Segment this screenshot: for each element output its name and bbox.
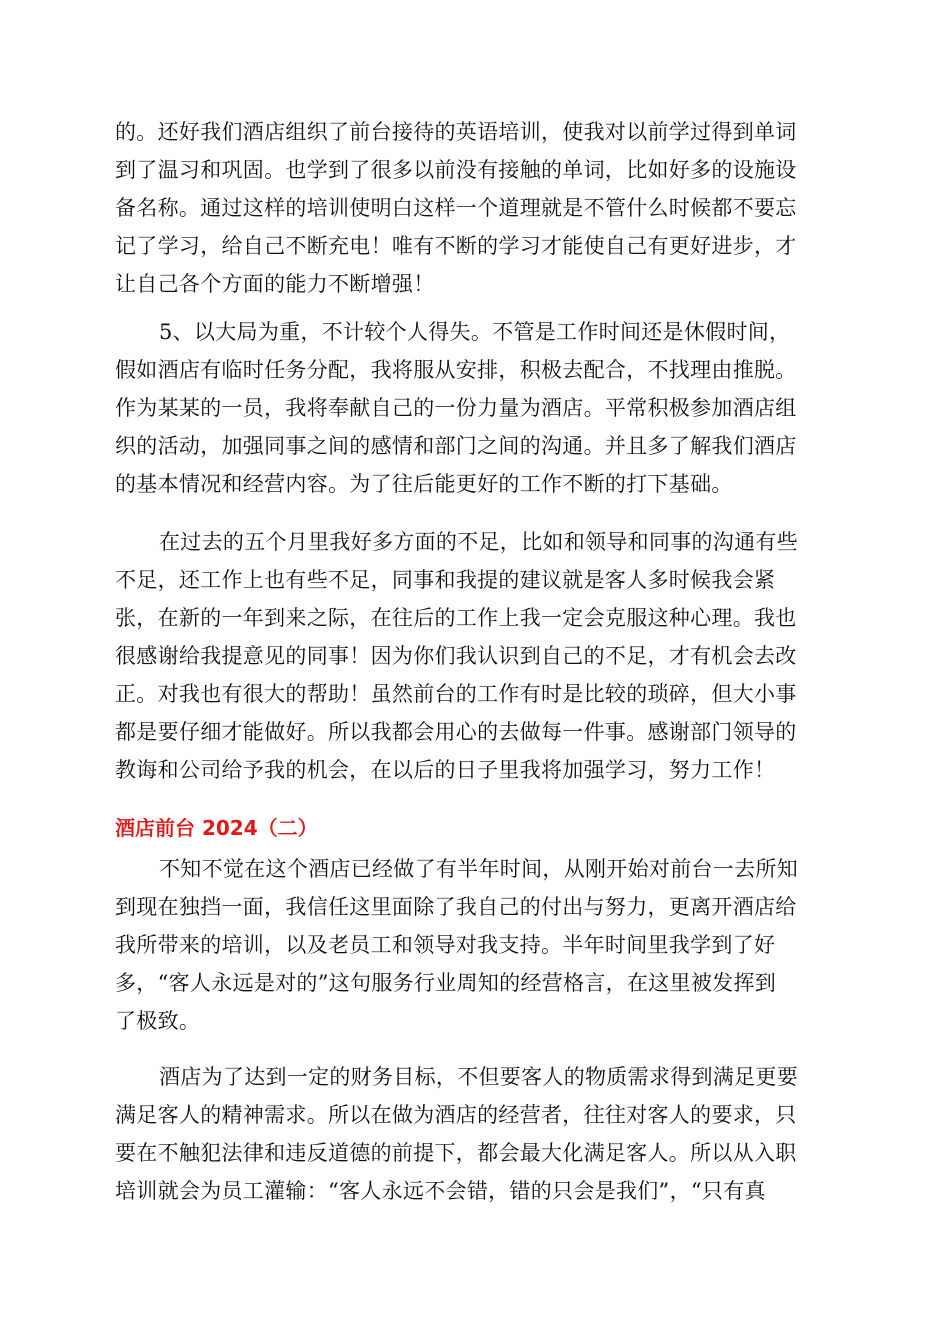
text-line: 不知不觉在这个酒店已经做了有半年时间，从刚开始对前台一去所知 <box>159 857 798 881</box>
text-line: 都是要仔细才能做好。所以我都会用心的去做每一件事。感谢部门领导的 <box>115 720 797 744</box>
paragraph-training-continued <box>115 113 835 303</box>
text-line: 张，在新的一年到来之际，在往后的工作上我一定会克服这种心理。我也 <box>115 606 797 630</box>
text-line: 假如酒店有临时任务分配，我将服从安排，积极去配合，不找理由推脱。 <box>115 358 797 382</box>
text-line: 我所带来的培训，以及老员工和领导对我支持。半年时间里我学到了好 <box>115 933 776 957</box>
text-line: 到了温习和巩固。也学到了很多以前没有接触的单词，比如好多的设施设 <box>115 158 797 182</box>
text-line: 教诲和公司给予我的机会，在以后的日子里我将加强学习，努力工作！ <box>115 758 776 782</box>
text-line: 的。还好我们酒店组织了前台接待的英语培训，使我对以前学过得到单词 <box>115 120 797 144</box>
text-line: 了极致。 <box>115 1009 201 1033</box>
text-line: 作为某某的一员，我将奉献自己的一份力量为酒店。平常积极参加酒店组 <box>115 396 797 420</box>
text-line: 织的活动，加强同事之间的感情和部门之间的沟通。并且多了解我们酒店 <box>115 434 797 458</box>
paragraph-item-5 <box>115 313 835 503</box>
text-line: 不足，还工作上也有些不足，同事和我提的建议就是客人多时候我会紧 <box>115 568 776 592</box>
text-line: 正。对我也有很大的帮助！虽然前台的工作有时是比较的琐碎，但大小事 <box>115 682 797 706</box>
text-line: 很感谢给我提意见的同事！因为你们我认识到自己的不足，才有机会去改 <box>115 644 797 668</box>
text-line: 的基本情况和经营内容。为了往后能更好的工作不断的打下基础。 <box>115 472 733 496</box>
text-line: 满足客人的精神需求。所以在做为酒店的经营者，往往对客人的要求，只 <box>115 1103 797 1127</box>
text-line: 让自己各个方面的能力不断增强！ <box>115 272 435 296</box>
text-line: 酒店为了达到一定的财务目标，不但要客人的物质需求得到满足更要 <box>159 1065 798 1089</box>
text-line: 在过去的五个月里我好多方面的不足，比如和领导和同事的沟通有些 <box>159 530 798 554</box>
text-line: 记了学习，给自己不断充电！唯有不断的学习才能使自己有更好进步，才 <box>115 234 797 258</box>
text-line: 培训就会为员工灌输：“客人永远不会错，错的只会是我们”，“只有真 <box>115 1179 766 1203</box>
section-heading: 酒店前台 2024（二） <box>115 816 318 840</box>
text-line: 备名称。通过这样的培训使明白这样一个道理就是不管什么时候都不要忘 <box>115 196 797 220</box>
paragraph-half-year <box>115 850 835 1040</box>
text-line: 到现在独挡一面，我信任这里面除了我自己的付出与努力，更离开酒店给 <box>115 895 797 919</box>
paragraph-customer-needs <box>115 1058 835 1210</box>
text-line: 5、以大局为重，不计较个人得失。不管是工作时间还是休假时间， <box>159 320 791 344</box>
paragraph-reflection <box>115 523 835 789</box>
text-line: 要在不触犯法律和违反道德的前提下，都会最大化满足客人。所以从入职 <box>115 1141 797 1165</box>
text-line: 多，“客人永远是对的”这句服务行业周知的经营格言，在这里被发挥到 <box>115 971 777 995</box>
